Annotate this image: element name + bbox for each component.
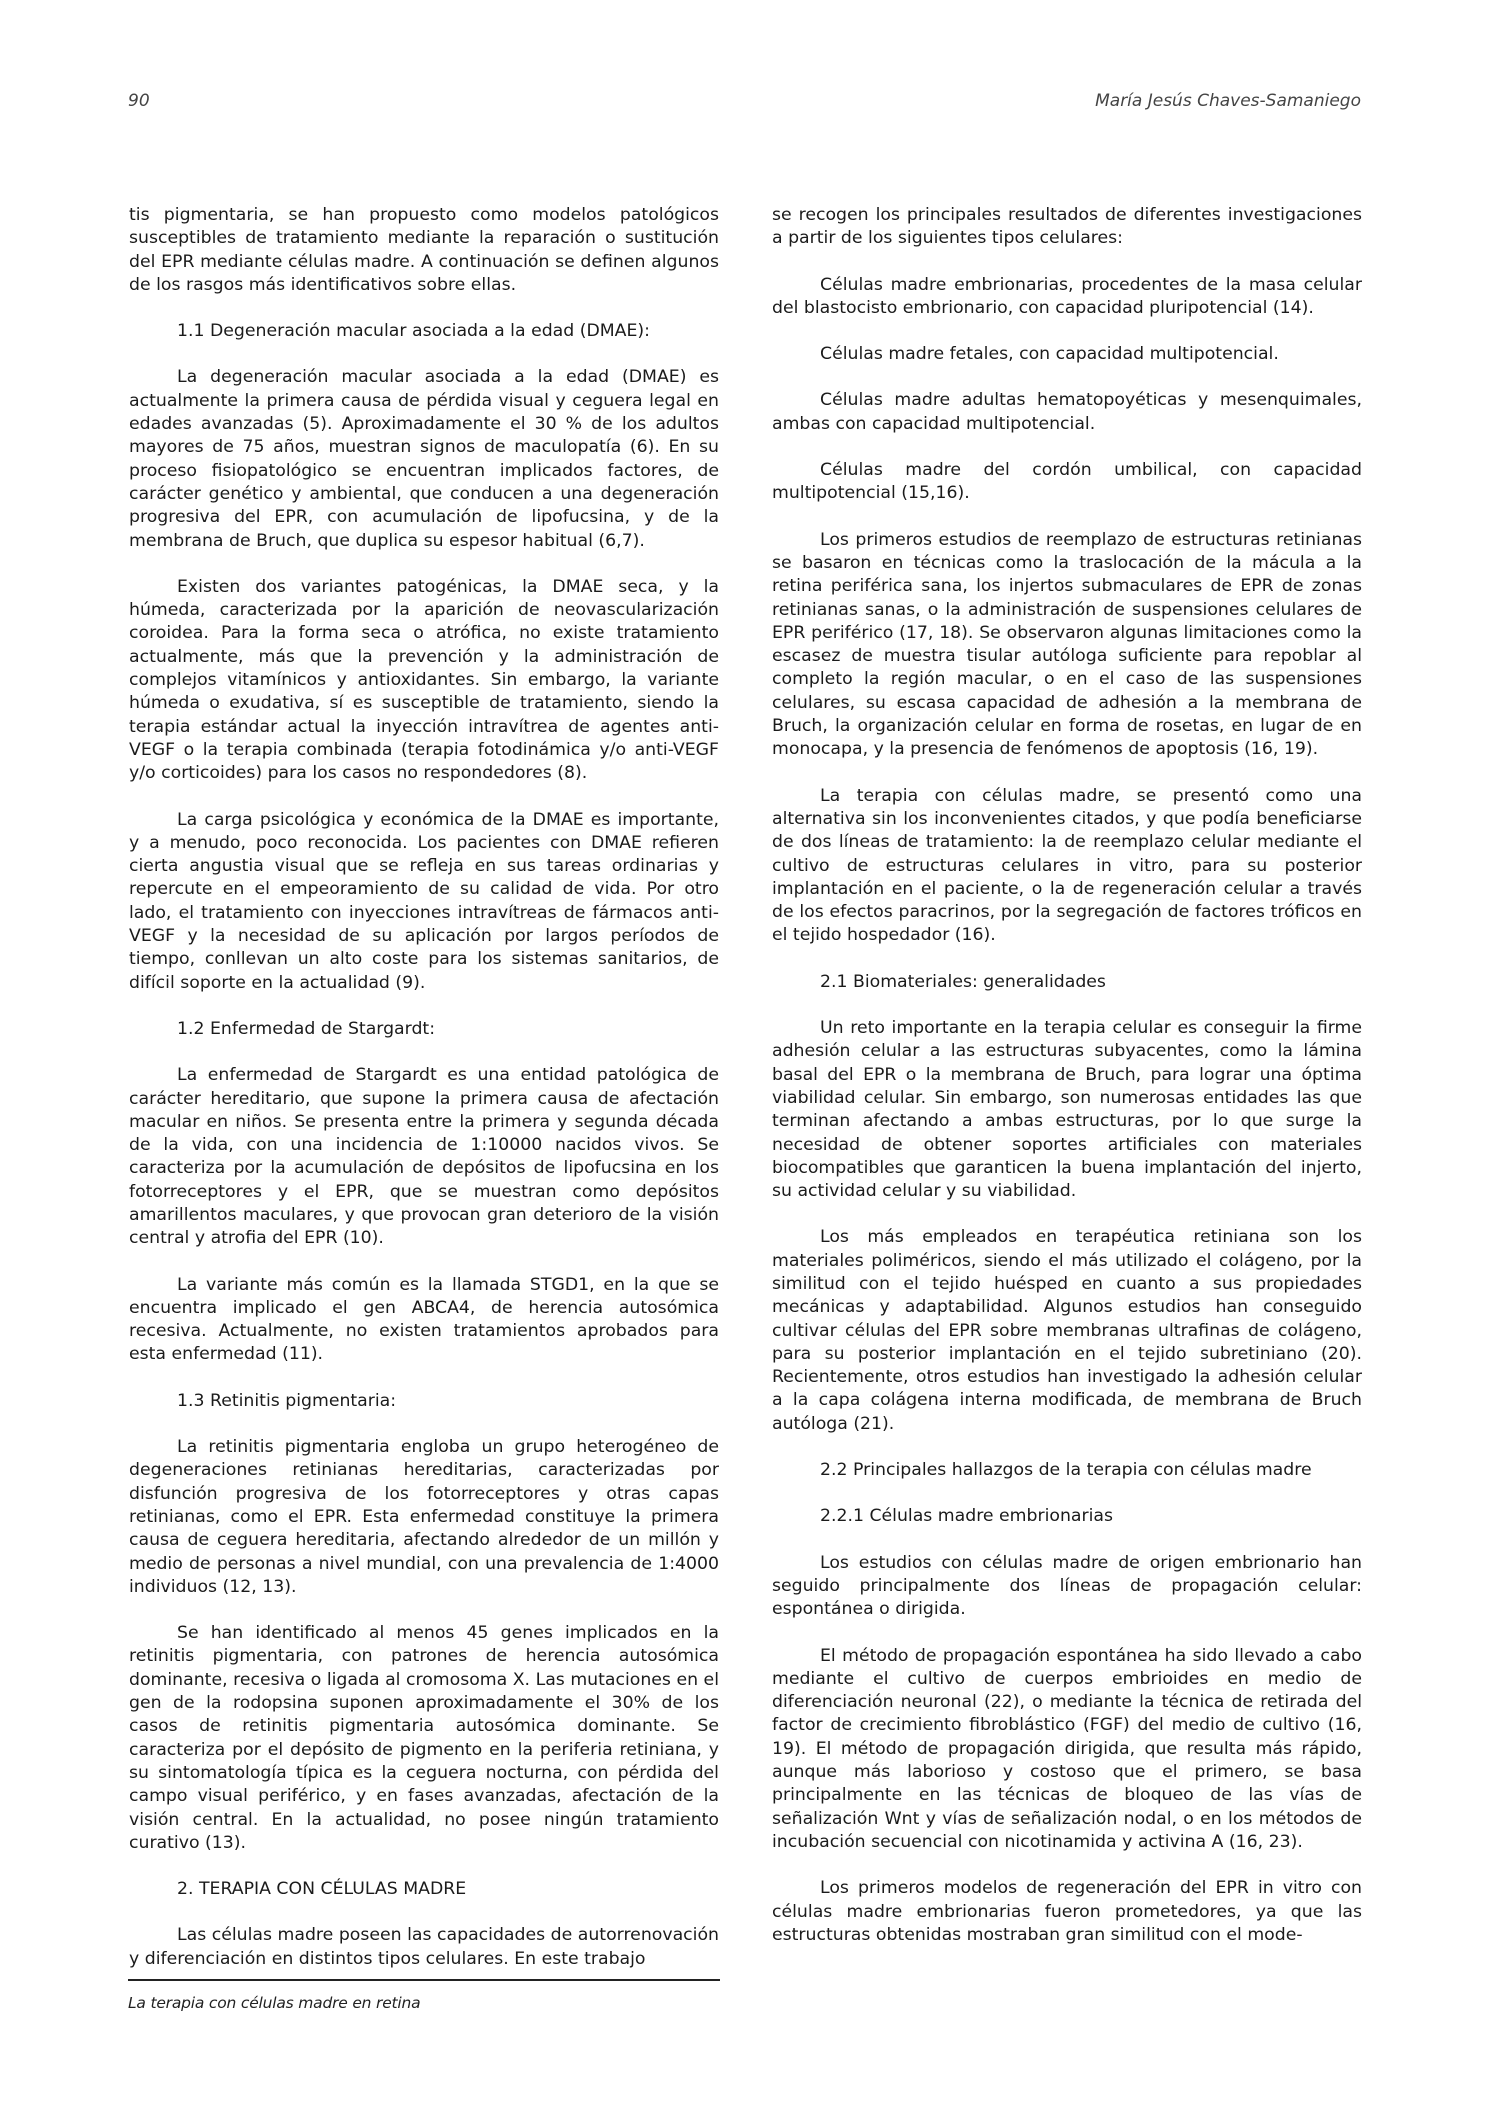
paragraph: La degeneración macular asociada a la edad (DMAE) es actualmente la primera causa de pérdida visual y ceguera legal en edades avanzadas (5). Aproximadamente el 30 % de los adultos mayores de 75 años, muestran signos de maculopatía (6). En su proceso fisiopatológico se encuentran implicados factores, de carácter genético y ambiental, que conducen a una degeneración progresiva del EPR, con acumulación de lipofucsina, y de la membrana de Bruch, que duplica su espesor habitual (6,7). [129,367,719,551]
paragraph: Células madre adultas hematopoyéticas y mesenquimales, ambas con capacidad multipotencial. [772,390,1362,434]
footer-rule [128,1979,720,1981]
paragraph: Las células madre poseen las capacidades de autorrenovación y diferenciación en distintos tipos celulares. En este trabajo [129,1925,719,1969]
paragraph: tis pigmentaria, se han propuesto como modelos patológicos susceptibles de tratamiento mediante la reparación o sustitución del EPR mediante células madre. A continuación se definen algunos de los rasgos más identificativos sobre ellas. [129,205,719,295]
right-column [772,204,1362,1970]
paragraph: Células madre fetales, con capacidad multipotencial. [820,344,1279,365]
subsection-heading: 2.2.1 Células madre embrionarias [820,1506,1114,1527]
running-header-author: María Jesús Chaves-Samaniego [1095,91,1361,111]
paragraph: se recogen los principales resultados de diferentes investigaciones a partir de los siguientes tipos celulares: [772,205,1362,249]
paragraph: Los primeros modelos de regeneración del EPR in vitro con células madre embrionarias fueron prometedores, ya que las estructuras obtenidas mostraban gran similitud con el mode- [772,1878,1362,1945]
paragraph: La terapia con células madre, se presentó como una alternativa sin los inconvenientes citados, y que podía beneficiarse de dos líneas de tratamiento: la de reemplazo celular mediante el cultivo de estructuras celulares in vitro, para su posterior implantación en el paciente, o la de regeneración celular a través de los efectos paracrinos, por la segregación de factores tróficos en el tejido hospedador (16). [772,785,1362,946]
section-heading: 1.3 Retinitis pigmentaria: [177,1390,397,1411]
paragraph: La carga psicológica y económica de la DMAE es importante, y a menudo, poco reconocida. Los pacientes con DMAE refieren cierta angustia visual que se refleja en sus tareas ordinarias y repercute en el empeoramiento de su calidad de vida. Por otro lado, el tratamiento con inyecciones intravítreas de fármacos anti-VEGF y la necesidad de su aplicación por largos períodos de tiempo, conllevan un alto coste para los sistemas sanitarios, de difícil soporte en la actualidad (9). [129,809,719,993]
paragraph: Se han identificado al menos 45 genes implicados en la retinitis pigmentaria, con patrones de herencia autosómica dominante, recesiva o ligada al cromosoma X. Las mutaciones en el gen de la rodopsina suponen aproximadamente el 30% de los casos de retinitis pigmentaria autosómica dominante. Se caracteriza por el depósito de pigmento en la periferia retiniana, y su sintomatología típica es la ceguera nocturna, con pérdida del campo visual periférico, y en fases avanzadas, afectación de la visión central. En la actualidad, no posee ningún tratamiento curativo (13). [129,1623,719,1853]
paragraph: Los primeros estudios de reemplazo de estructuras retinianas se basaron en técnicas como la traslocación de la mácula a la retina periférica sana, los injertos submaculares de EPR de zonas retinianas sanas, o la administración de suspensiones celulares de EPR periférico (17, 18). Se observaron algunas limitaciones como la escasez de muestra tisular autóloga suficiente para repoblar al completo la región macular, o en el caso de las suspensiones celulares, su escasa capacidad de adhesión a la membrana de Bruch, la organización celular en forma de rosetas, en lugar de en monocapa, y la presencia de fenómenos de apoptosis (16, 19). [772,529,1362,760]
section-heading: 1.2 Enfermedad de Stargardt: [177,1018,436,1039]
paragraph: El método de propagación espontánea ha sido llevado a cabo mediante el cultivo de cuerpos embrioides en medio de diferenciación neuronal (22), o mediante la técnica de retirada del factor de crecimiento fibroblástico (FGF) del medio de cultivo (16, 19). El método de propagación dirigida, que resulta más rápido, aunque más laborioso y costoso que el primero, se basa principalmente en las técnicas de bloqueo de las vías de señalización Wnt y vías de señalización nodal, o en los métodos de incubación secuencial con nicotinamida y activina A (16, 23). [772,1645,1362,1852]
paragraph: La enfermedad de Stargardt es una entidad patológica de carácter hereditario, que supone la primera causa de afectación macular en niños. Se presenta entre la primera y segunda década de la vida, con una incidencia de 1:10000 nacidos vivos. Se caracteriza por la acumulación de depósitos de lipofucsina en los fotorreceptores y el EPR, que se muestran como depósitos amarillentos maculares, y que provocan gran deterioro de la visión central y atrofia del EPR (10). [129,1065,719,1249]
paragraph: La variante más común es la llamada STGD1, en la que se encuentra implicado el gen ABCA4, de herencia autosómica recesiva. Actualmente, no existen tratamientos aprobados para esta enfermedad (11). [129,1274,719,1365]
paragraph: La retinitis pigmentaria engloba un grupo heterogéneo de degeneraciones retinianas hereditarias, caracterizadas por disfunción progresiva de los fotorreceptores y otras capas retinianas, como el EPR. Esta enfermedad constituye la primera causa de ceguera hereditaria, afectando alrededor de un millón y medio de personas a nivel mundial, con una prevalencia de 1:4000 individuos (12, 13). [129,1437,719,1597]
page-number: 90 [128,91,150,111]
paragraph: Células madre del cordón umbilical, con capacidad multipotencial (15,16). [772,460,1362,504]
paragraph: Un reto importante en la terapia celular es conseguir la firme adhesión celular a las estructuras subyacentes, como la lámina basal del EPR o la membrana de Bruch, para lograr una óptima viabilidad celular. Sin embargo, son numerosas entidades las que terminan afectando a ambas estructuras, por lo que surge la necesidad de obtener soportes artificiales con materiales biocompatibles que garanticen la buena implantación del injerto, su actividad celular y su viabilidad. [772,1018,1362,1202]
left-column [129,204,719,1994]
section-heading: 2.1 Biomateriales: generalidades [820,971,1106,992]
section-heading: 2. TERAPIA CON CÉLULAS MADRE [177,1879,467,1900]
paragraph: Los más empleados en terapéutica retiniana son los materiales poliméricos, siendo el más utilizado el colágeno, por la similitud con el tejido huésped en cuanto a sus propiedades mecánicas y adaptabilidad. Algunos estudios han conseguido cultivar células del EPR sobre membranas ultrafinas de colágeno, para su posterior implantación en el tejido subretiniano (20). Recientemente, otros estudios han investigado la adhesión celular a la capa colágena interna modificada, de membrana de Bruch autóloga (21). [772,1227,1362,1434]
paragraph: Existen dos variantes patogénicas, la DMAE seca, y la húmeda, caracterizada por la aparición de neovascularización coroidea. Para la forma seca o atrófica, no existe tratamiento actualmente, más que la prevención y la administración de complejos vitamínicos y antioxidantes. Sin embargo, la variante húmeda o exudativa, sí es susceptible de tratamiento, siendo la terapia estándar actual la inyección intravítrea de agentes anti-VEGF o la terapia combinada (terapia fotodinámica y/o anti-VEGF y/o corticoides) para los casos no respondedores (8). [129,576,719,784]
section-heading: 2.2 Principales hallazgos de la terapia con células madre [820,1460,1312,1481]
paragraph: Células madre embrionarias, procedentes de la masa celular del blastocisto embrionario, con capacidad pluripotencial (14). [772,274,1362,318]
paragraph: Los estudios con células madre de origen embrionario han seguido principalmente dos líneas de propagación celular: espontánea o dirigida. [772,1552,1362,1620]
section-heading: 1.1 Degeneración macular asociada a la edad (DMAE): [177,321,650,342]
footer-title: La terapia con células madre en retina [128,1994,421,2012]
